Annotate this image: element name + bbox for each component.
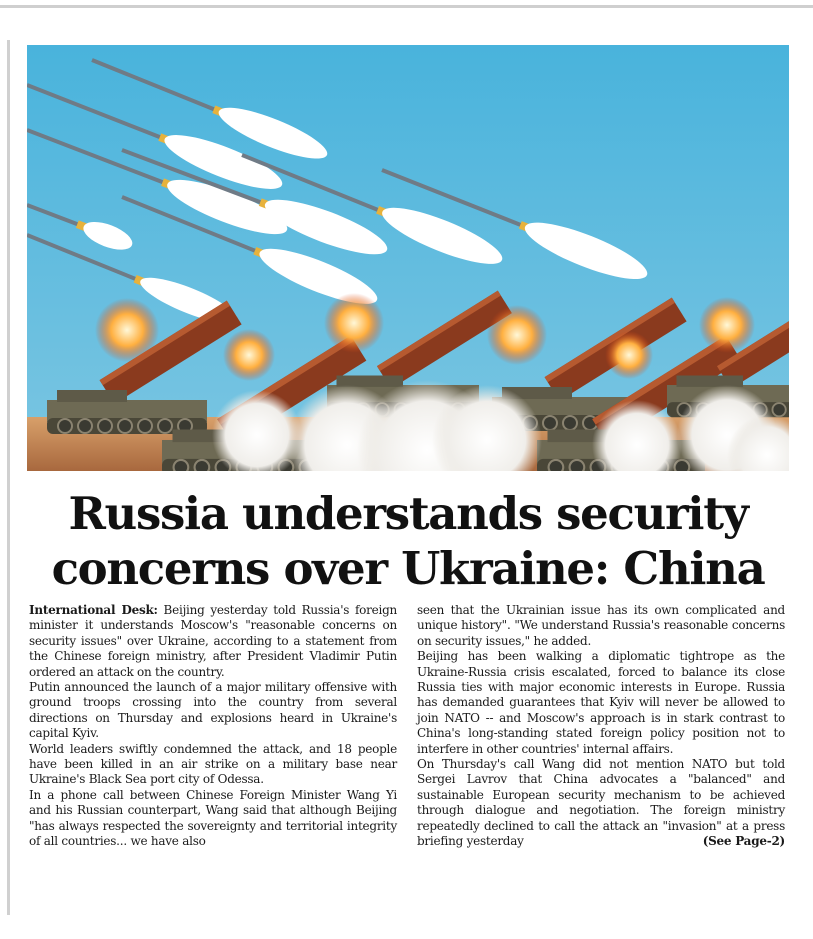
top-rule: [0, 5, 813, 8]
article-paragraph-continued: [417, 603, 785, 649]
article-paragraph: World leaders swiftly condemned the attack, and 18 people have been killed in an air strike on a military base near Ukraine's Black Sea port city of Odessa.: [29, 741, 397, 787]
byline: International Desk:: [29, 603, 158, 617]
article-column-left: [29, 603, 397, 850]
launch-flame: [223, 329, 275, 381]
article-paragraph: [417, 757, 785, 849]
article-column-right: [417, 603, 785, 850]
lead-text: Beijing yesterday told Russia's foreign minister it understands Moscow's "reasonable concerns on security issues" over Ukraine, according to a statement from the Chinese foreign ministry, after President Vladimir Putin ordered an attack on the country.: [29, 603, 397, 679]
headline: Russia understands security concerns over Ukraine: China: [51, 487, 765, 595]
launch-flame: [605, 331, 653, 379]
paragraph-part-a: In a phone call between Chinese Foreign Minister Wang Yi and his Russian counterpart, Wang said that although Beijing "has always respected the sovereignty and territorial integrity of all countries... we have also: [29, 787, 397, 849]
see-page-link[interactable]: (See Page-2): [702, 834, 785, 849]
closing-text: On Thursday's call Wang did not mention NATO but told Sergei Lavrov that China advocates a "balanced" and sustainable European security mechanism to be achieved through dialogue and negotiation. The foreign ministry repeatedly declined to call the attack an "invasion" at a press briefing yesterday: [417, 757, 785, 849]
launch-flame: [324, 293, 384, 353]
article-paragraph-split: [29, 788, 397, 850]
article-lead-paragraph: [29, 603, 397, 680]
launch-flame: [95, 298, 159, 362]
article-paragraph: Beijing has been walking a diplomatic tightrope as the Ukraine-Russia crisis escalated, forced to balance its close Russia ties with major economic interests in Europe. Russia has demanded guarantees that Kyiv will never be allowed to join NATO -- and Moscow's approach is in stark contrast to China's long-standing stated foreign policy position not to interfere in other countries' internal affairs.: [417, 649, 785, 756]
rocket-launch-image: [27, 45, 789, 471]
paragraph-part-b: seen that the Ukrainian issue has its own complicated and unique history". "We understand Russia's reasonable concerns on security issues," he added.: [417, 603, 785, 648]
article-paragraph: Putin announced the launch of a major military offensive with ground troops crossing into the country from several directions on Thursday and explosions heard in Ukraine's capital Kyiv.: [29, 680, 397, 741]
launch-flame: [699, 297, 755, 353]
article-photo: [27, 45, 789, 471]
left-rule: [7, 40, 10, 915]
launch-flame: [487, 305, 547, 365]
